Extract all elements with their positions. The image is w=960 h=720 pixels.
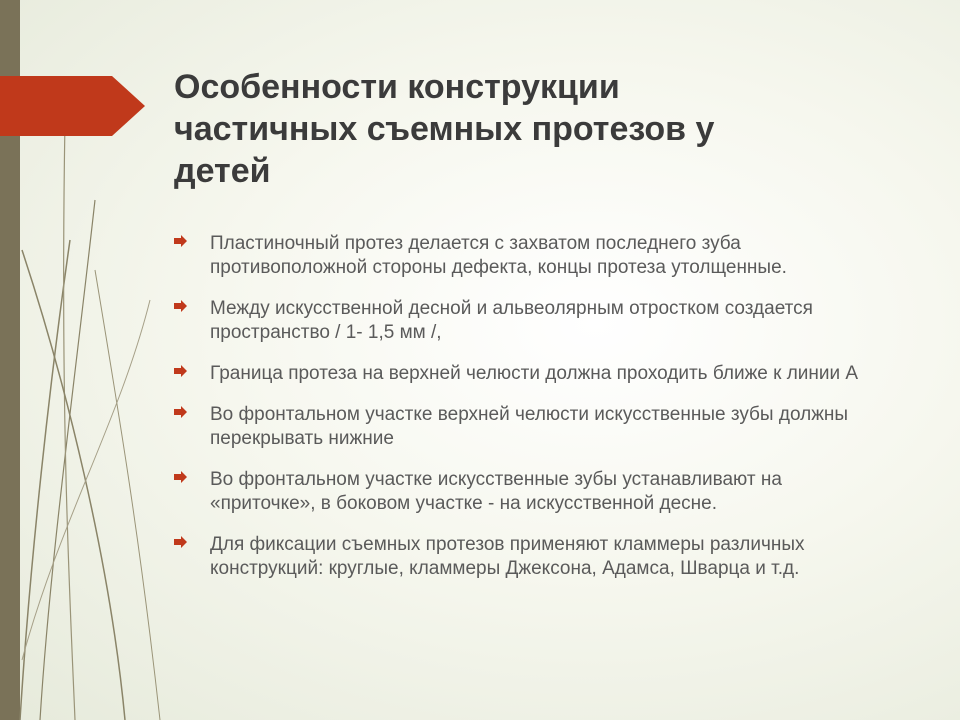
list-item <box>174 533 884 581</box>
bullet-text: Во фронтальном участке верхней челюсти искусственные зубы должны перекрывать нижние <box>210 404 849 449</box>
arrow-right-icon <box>174 406 187 418</box>
list-item <box>174 232 884 280</box>
list-item <box>174 297 884 345</box>
list-item <box>174 403 884 451</box>
bullet-text: Между искусственной десной и альвеолярным отростком создается пространство / 1- 1,5 мм /, <box>210 298 813 343</box>
arrow-right-icon <box>174 235 187 247</box>
list-item <box>174 468 884 516</box>
arrow-right-icon <box>174 300 187 312</box>
list-item <box>174 362 884 386</box>
bullet-list <box>174 232 884 598</box>
bullet-text: Граница протеза на верхней челюсти должна проходить ближе к линии А <box>210 363 859 384</box>
bullet-text: Для фиксации съемных протезов применяют кламмеры различных конструкций: круглые, кламмеры Джексона, Адамса, Шварца и т.д. <box>210 534 805 579</box>
bullet-text: Пластиночный протез делается с захватом последнего зуба противоположной стороны дефекта, концы протеза утолщенные. <box>210 233 787 278</box>
arrow-right-icon <box>174 365 187 377</box>
arrow-right-icon <box>174 471 187 483</box>
slide-title: Особенности конструкции частичных съемных протезов у детей <box>174 68 715 190</box>
arrow-right-icon <box>174 536 187 548</box>
bullet-text: Во фронтальном участке искусственные зубы устанавливают на «приточке», в боковом участке - на искусственной десне. <box>210 469 782 514</box>
